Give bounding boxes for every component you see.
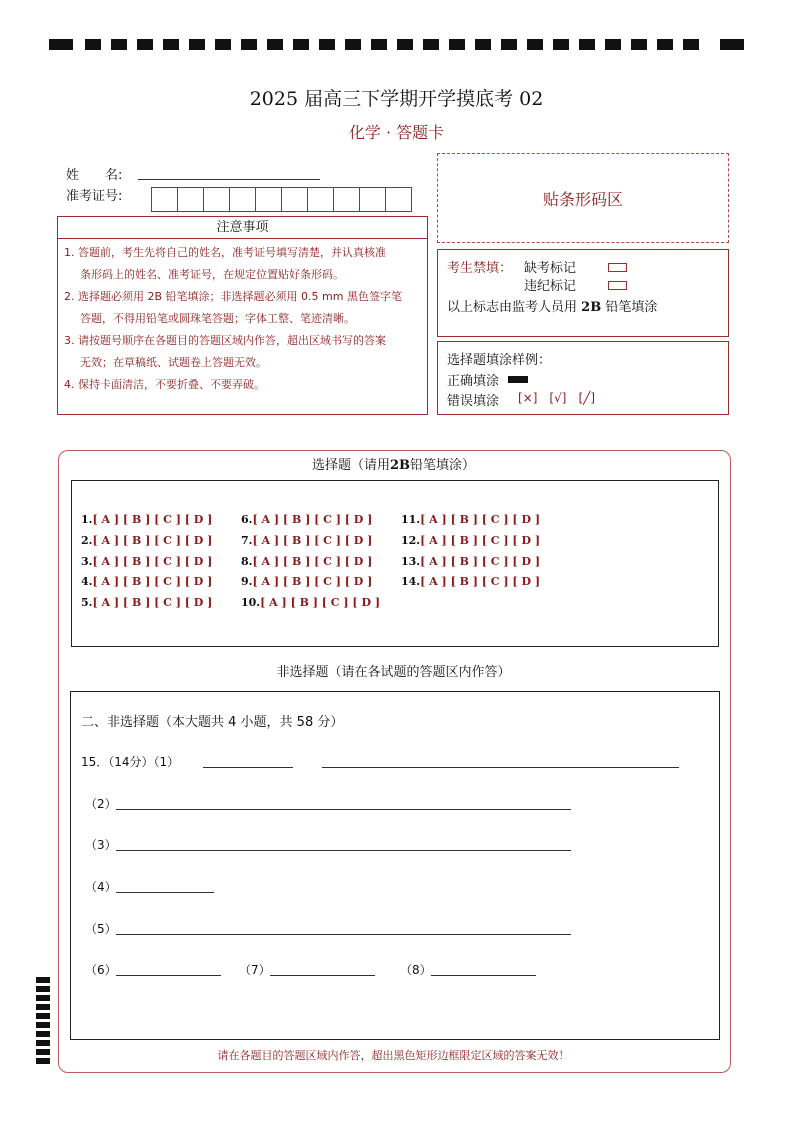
exam-id-digit-box[interactable] xyxy=(282,187,308,212)
choice-options[interactable]: [ A ] [ B ] [ C ] [ D ] xyxy=(420,513,541,526)
fill-example-box xyxy=(437,341,729,415)
part-label: （2） xyxy=(85,797,117,811)
prohibited-label: 考生禁填： xyxy=(447,261,513,276)
page-subtitle: 化学 · 答题卡 xyxy=(348,123,445,142)
choice-options[interactable]: [ A ] [ B ] [ C ] [ D ] xyxy=(92,555,213,568)
choice-options[interactable]: [ A ] [ B ] [ C ] [ D ] xyxy=(92,596,213,609)
part-label: （8） xyxy=(400,963,432,977)
notice-item: 无效；在草稿纸、试题卷上答题无效。 xyxy=(80,356,267,369)
choice-row-1[interactable] xyxy=(81,513,212,526)
choice-options[interactable]: [ A ] [ B ] [ C ] [ D ] xyxy=(92,534,213,547)
part-label: （6） xyxy=(85,963,117,977)
q15-label: 15．（14分）（1） xyxy=(81,755,180,769)
violation-mark-box[interactable] xyxy=(608,281,627,290)
question-number: 2. xyxy=(81,534,93,547)
q15-part2-blank[interactable] xyxy=(116,809,571,810)
fill-example-title: 选择题填涂样例： xyxy=(447,353,552,368)
choice-row-10[interactable] xyxy=(241,596,380,609)
barcode-area[interactable] xyxy=(437,153,729,243)
question-number: 11. xyxy=(401,513,421,526)
correct-fill-sample xyxy=(508,376,528,383)
exam-id-digit-box[interactable] xyxy=(204,187,230,212)
question-number: 9. xyxy=(241,575,253,588)
part-label: （7） xyxy=(239,963,271,977)
wrong-mark: [╱] xyxy=(578,391,596,405)
timing-mark xyxy=(36,977,50,983)
notice-item: 3. 请按题号顺序在各题目的答题区域内作答，超出区域书写的答案 xyxy=(64,334,386,347)
timing-mark xyxy=(36,986,50,992)
nonchoice-answer-box xyxy=(70,691,720,1040)
q15-part4-blank[interactable] xyxy=(116,892,214,893)
question-number: 7. xyxy=(241,534,253,547)
timing-mark xyxy=(36,1013,50,1019)
choice-row-13[interactable] xyxy=(401,555,540,568)
choice-row-8[interactable] xyxy=(241,555,372,568)
barcode-area-label: 贴条形码区 xyxy=(542,189,623,209)
choice-options[interactable]: [ A ] [ B ] [ C ] [ D ] xyxy=(420,555,541,568)
q15-part7-blank[interactable] xyxy=(270,975,375,976)
absent-mark-label: 缺考标记 xyxy=(524,261,577,276)
question-number: 3. xyxy=(81,555,93,568)
choice-options[interactable]: [ A ] [ B ] [ C ] [ D ] xyxy=(260,596,381,609)
choice-row-2[interactable] xyxy=(81,534,212,547)
choice-options[interactable]: [ A ] [ B ] [ C ] [ D ] xyxy=(252,575,373,588)
choice-row-7[interactable] xyxy=(241,534,372,547)
q15-part1-blank-2[interactable] xyxy=(322,767,679,768)
choice-options[interactable]: [ A ] [ B ] [ C ] [ D ] xyxy=(252,513,373,526)
choice-options[interactable]: [ A ] [ B ] [ C ] [ D ] xyxy=(420,575,541,588)
q15-part1-blank[interactable] xyxy=(203,767,293,768)
question-number: 6. xyxy=(241,513,253,526)
timing-mark xyxy=(36,1058,50,1064)
exam-id-digit-box[interactable] xyxy=(256,187,282,212)
question-number: 13. xyxy=(401,555,421,568)
notice-item: 答题，不得用铅笔或圆珠笔答题；字体工整、笔迹清晰。 xyxy=(80,312,355,325)
choice-title-prefix: 选择题（请用 xyxy=(311,458,390,473)
choice-row-14[interactable] xyxy=(401,575,540,588)
question-number: 12. xyxy=(401,534,421,547)
choice-row-9[interactable] xyxy=(241,575,372,588)
choice-row-12[interactable] xyxy=(401,534,540,547)
choice-row-5[interactable] xyxy=(81,596,212,609)
question-number: 5. xyxy=(81,596,93,609)
question-number: 10. xyxy=(241,596,261,609)
absent-mark-box[interactable] xyxy=(608,263,627,272)
part-label: （5） xyxy=(85,922,117,936)
choice-title-suffix: 铅笔填涂） xyxy=(410,458,476,473)
page-title: 2025 届高三下学期开学摸底考 02 xyxy=(249,88,544,110)
q15-part5-blank[interactable] xyxy=(116,934,571,935)
prohibited-note-suffix: 铅笔填涂 xyxy=(605,300,658,315)
question-number: 4. xyxy=(81,575,93,588)
correct-fill-label: 正确填涂 xyxy=(447,374,500,389)
notice-box xyxy=(57,216,428,415)
q15-part8-blank[interactable] xyxy=(431,975,536,976)
notice-item: 条形码上的姓名、准考证号，在规定位置贴好条形码。 xyxy=(80,268,344,281)
violation-mark-label: 违纪标记 xyxy=(524,279,577,294)
choice-row-11[interactable] xyxy=(401,513,540,526)
timing-mark xyxy=(36,1031,50,1037)
wrong-fill-label: 错误填涂 xyxy=(447,394,500,409)
choice-title-bold: 2B xyxy=(389,458,411,473)
question-number: 14. xyxy=(401,575,421,588)
wrong-mark: [×] xyxy=(518,391,538,405)
choice-row-4[interactable] xyxy=(81,575,212,588)
prohibited-note-prefix: 以上标志由监考人员用 xyxy=(447,300,578,315)
exam-id-digit-box[interactable] xyxy=(230,187,256,212)
choice-options[interactable]: [ A ] [ B ] [ C ] [ D ] xyxy=(252,534,373,547)
timing-mark xyxy=(36,1040,50,1046)
exam-id-boxes xyxy=(151,187,412,212)
prohibited-box xyxy=(437,249,729,337)
exam-id-digit-box[interactable] xyxy=(334,187,360,212)
nonchoice-heading: 二、非选择题（本大题共 4 小题，共 58 分） xyxy=(81,715,344,730)
prohibited-note xyxy=(447,296,657,315)
timing-mark xyxy=(36,1022,50,1028)
wrong-mark: [√] xyxy=(549,391,567,405)
choice-section-title xyxy=(58,454,729,473)
choice-options[interactable]: [ A ] [ B ] [ C ] [ D ] xyxy=(92,575,213,588)
choice-options[interactable]: [ A ] [ B ] [ C ] [ D ] xyxy=(92,513,213,526)
notice-item: 4. 保持卡面清洁，不要折叠、不要弄破。 xyxy=(64,378,265,391)
notice-item: 1. 答题前，考生先将自己的姓名，准考证号填写清楚，并认真核准 xyxy=(64,246,386,259)
name-label: 姓 名: xyxy=(66,168,123,183)
question-number: 1. xyxy=(81,513,93,526)
choice-options[interactable]: [ A ] [ B ] [ C ] [ D ] xyxy=(252,555,373,568)
part-label: （4） xyxy=(85,880,117,894)
wrong-fill-samples xyxy=(518,391,595,405)
name-field[interactable] xyxy=(138,179,320,180)
exam-id-label: 准考证号: xyxy=(66,189,123,204)
notice-title: 注意事项 xyxy=(58,217,427,239)
choice-options[interactable]: [ A ] [ B ] [ C ] [ D ] xyxy=(420,534,541,547)
choice-row-6[interactable] xyxy=(241,513,372,526)
timing-mark xyxy=(36,995,50,1001)
exam-id-digit-box[interactable] xyxy=(151,187,178,212)
q15-part6-blank[interactable] xyxy=(116,975,221,976)
exam-id-digit-box[interactable] xyxy=(178,187,204,212)
exam-id-digit-box[interactable] xyxy=(360,187,386,212)
prohibited-note-bold: 2B xyxy=(581,300,602,315)
exam-id-digit-box[interactable] xyxy=(386,187,412,212)
part-label: （3） xyxy=(85,838,117,852)
timing-mark xyxy=(36,1049,50,1055)
choice-row-3[interactable] xyxy=(81,555,212,568)
notice-item: 2. 选择题必须用 2B 铅笔填涂；非选择题必须用 0.5 mm 黑色签字笔 xyxy=(64,290,402,303)
footer-warning: 请在各题目的答题区域内作答，超出黑色矩形边框限定区域的答案无效！ xyxy=(217,1049,570,1062)
question-number: 8. xyxy=(241,555,253,568)
nonchoice-section-title: 非选择题（请在各试题的答题区内作答） xyxy=(276,665,511,680)
exam-id-digit-box[interactable] xyxy=(308,187,334,212)
timing-mark xyxy=(36,1004,50,1010)
q15-part3-blank[interactable] xyxy=(116,850,571,851)
